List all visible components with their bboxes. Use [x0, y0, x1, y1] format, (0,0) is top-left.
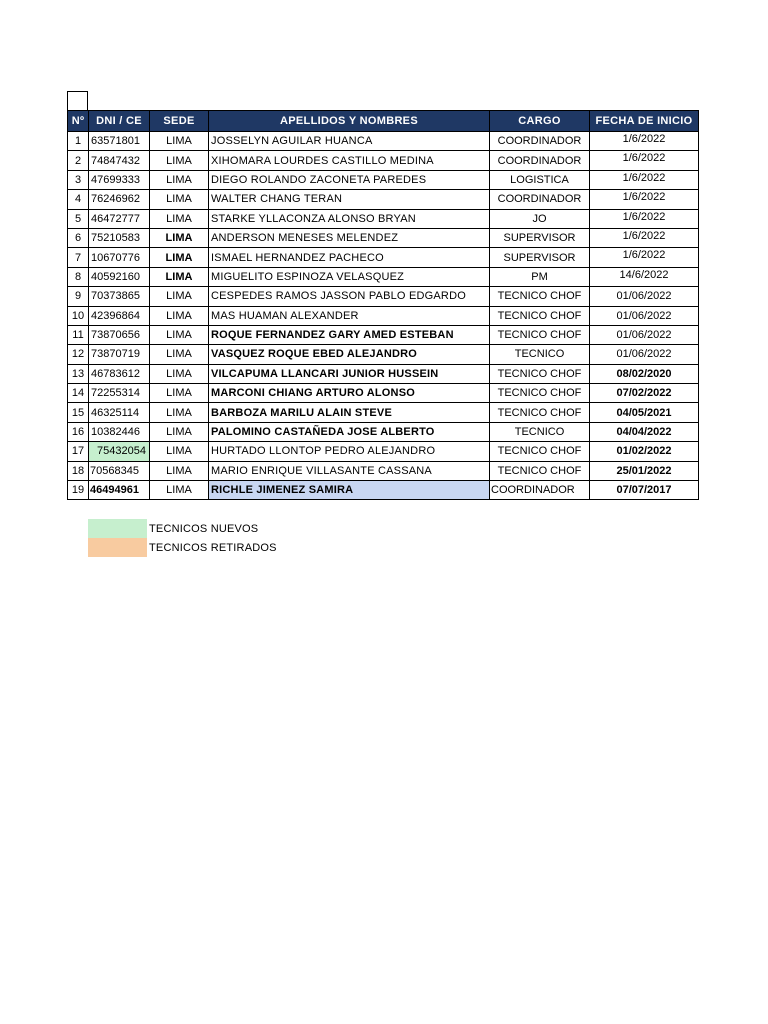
header-row: [68, 111, 699, 132]
cell-sede: LIMA: [150, 209, 209, 228]
table-row: [68, 248, 699, 267]
table-row: [68, 403, 699, 422]
cell-sede: LIMA: [150, 403, 209, 422]
cell-dni: 47699333: [89, 170, 150, 189]
cell-fecha: 01/06/2022: [590, 345, 699, 364]
table-row: [68, 132, 699, 151]
cell-dni: 75210583: [89, 228, 150, 247]
legend-item-retired: [88, 538, 277, 557]
cell-cargo: TECNICO CHOF: [490, 364, 590, 383]
cell-name: ISMAEL HERNANDEZ PACHECO: [209, 248, 490, 267]
cell-fecha: 14/6/2022: [590, 267, 699, 286]
table-row: [68, 364, 699, 383]
cell-number: 11: [68, 325, 89, 344]
cell-cargo: TECNICO: [490, 422, 590, 441]
cell-sede: LIMA: [150, 306, 209, 325]
cell-number: 13: [68, 364, 89, 383]
cell-cargo: COORDINADOR: [490, 481, 590, 500]
cell-cargo: TECNICO: [490, 345, 590, 364]
cell-name: DIEGO ROLANDO ZACONETA PAREDES: [209, 170, 490, 189]
cell-dni: 10382446: [89, 422, 150, 441]
cell-sede: LIMA: [150, 151, 209, 170]
staff-table: [67, 110, 699, 500]
header-name: APELLIDOS Y NOMBRES: [209, 111, 490, 132]
cell-cargo: COORDINADOR: [490, 151, 590, 170]
header-cargo: CARGO: [490, 111, 590, 132]
cell-cargo: TECNICO CHOF: [490, 442, 590, 461]
cell-cargo: JO: [490, 209, 590, 228]
cell-number: 17: [68, 442, 89, 461]
cell-dni: 46494961: [89, 481, 150, 500]
cell-number: 1: [68, 132, 89, 151]
cell-fecha: 1/6/2022: [590, 228, 699, 247]
cell-dni: 74847432: [89, 151, 150, 170]
cell-number: 4: [68, 190, 89, 209]
cell-number: 19: [68, 481, 89, 500]
cell-dni: 40592160: [89, 267, 150, 286]
cell-name: VILCAPUMA LLANCARI JUNIOR HUSSEIN: [209, 364, 490, 383]
cell-sede: LIMA: [150, 248, 209, 267]
cell-sede: LIMA: [150, 267, 209, 286]
cell-fecha: 08/02/2020: [590, 364, 699, 383]
cell-cargo: LOGISTICA: [490, 170, 590, 189]
table-row: [68, 267, 699, 286]
table-row: [68, 306, 699, 325]
cell-sede: LIMA: [150, 461, 209, 480]
cell-dni: 73870719: [89, 345, 150, 364]
cell-name: MAS HUAMAN ALEXANDER: [209, 306, 490, 325]
table-row: [68, 442, 699, 461]
cell-name: STARKE YLLACONZA ALONSO BRYAN: [209, 209, 490, 228]
cell-name: RICHLE JIMENEZ SAMIRA: [209, 481, 490, 500]
cell-dni: 46472777: [89, 209, 150, 228]
table-row: [68, 384, 699, 403]
cell-cargo: COORDINADOR: [490, 132, 590, 151]
cell-sede: LIMA: [150, 481, 209, 500]
cell-fecha: 07/07/2017: [590, 481, 699, 500]
cell-fecha: 1/6/2022: [590, 248, 699, 267]
cell-number: 3: [68, 170, 89, 189]
cell-dni: 42396864: [89, 306, 150, 325]
cell-name: MARIO ENRIQUE VILLASANTE CASSANA: [209, 461, 490, 480]
cell-name: BARBOZA MARILU ALAIN STEVE: [209, 403, 490, 422]
cell-dni: 76246962: [89, 190, 150, 209]
cell-cargo: PM: [490, 267, 590, 286]
legend-label-new: TECNICOS NUEVOS: [149, 522, 259, 535]
header-number: Nº: [68, 111, 89, 132]
cell-fecha: 1/6/2022: [590, 190, 699, 209]
cell-sede: LIMA: [150, 384, 209, 403]
table-row: [68, 287, 699, 306]
cell-name: ANDERSON MENESES MELENDEZ: [209, 228, 490, 247]
cell-number: 18: [68, 461, 89, 480]
cell-number: 6: [68, 228, 89, 247]
cell-name: ROQUE FERNANDEZ GARY AMED ESTEBAN: [209, 325, 490, 344]
cell-number: 8: [68, 267, 89, 286]
cell-name: XIHOMARA LOURDES CASTILLO MEDINA: [209, 151, 490, 170]
cell-sede: LIMA: [150, 287, 209, 306]
cell-fecha: 1/6/2022: [590, 151, 699, 170]
cell-sede: LIMA: [150, 170, 209, 189]
table-row: [68, 209, 699, 228]
corner-cell: [67, 91, 88, 110]
cell-sede: LIMA: [150, 345, 209, 364]
cell-number: 12: [68, 345, 89, 364]
cell-fecha: 25/01/2022: [590, 461, 699, 480]
cell-sede: LIMA: [150, 132, 209, 151]
header-dni: DNI / CE: [89, 111, 150, 132]
table-row: [68, 325, 699, 344]
cell-name: HURTADO LLONTOP PEDRO ALEJANDRO: [209, 442, 490, 461]
cell-sede: LIMA: [150, 190, 209, 209]
cell-cargo: SUPERVISOR: [490, 248, 590, 267]
table-row: [68, 481, 699, 500]
cell-cargo: TECNICO CHOF: [490, 384, 590, 403]
table-row: [68, 422, 699, 441]
legend-item-new: [88, 519, 277, 538]
cell-fecha: 01/02/2022: [590, 442, 699, 461]
cell-cargo: TECNICO CHOF: [490, 403, 590, 422]
cell-sede: LIMA: [150, 364, 209, 383]
cell-dni: 46325114: [89, 403, 150, 422]
cell-dni: 10670776: [89, 248, 150, 267]
cell-sede: LIMA: [150, 422, 209, 441]
cell-dni: 75432054: [89, 442, 150, 461]
legend: [88, 519, 277, 557]
legend-swatch-new: [88, 519, 147, 538]
table-row: [68, 461, 699, 480]
cell-dni: 72255314: [89, 384, 150, 403]
cell-number: 7: [68, 248, 89, 267]
cell-cargo: TECNICO CHOF: [490, 287, 590, 306]
cell-name: VASQUEZ ROQUE EBED ALEJANDRO: [209, 345, 490, 364]
cell-number: 14: [68, 384, 89, 403]
cell-cargo: SUPERVISOR: [490, 228, 590, 247]
cell-name: WALTER CHANG TERAN: [209, 190, 490, 209]
table-row: [68, 170, 699, 189]
cell-number: 2: [68, 151, 89, 170]
cell-number: 10: [68, 306, 89, 325]
cell-cargo: TECNICO CHOF: [490, 306, 590, 325]
cell-fecha: 01/06/2022: [590, 306, 699, 325]
cell-name: CESPEDES RAMOS JASSON PABLO EDGARDO: [209, 287, 490, 306]
cell-fecha: 04/05/2021: [590, 403, 699, 422]
cell-cargo: TECNICO CHOF: [490, 325, 590, 344]
cell-fecha: 01/06/2022: [590, 287, 699, 306]
cell-cargo: TECNICO CHOF: [490, 461, 590, 480]
table-row: [68, 228, 699, 247]
cell-sede: LIMA: [150, 325, 209, 344]
header-sede: SEDE: [150, 111, 209, 132]
cell-fecha: 07/02/2022: [590, 384, 699, 403]
cell-number: 15: [68, 403, 89, 422]
cell-name: PALOMINO CASTAÑEDA JOSE ALBERTO: [209, 422, 490, 441]
table-row: [68, 345, 699, 364]
legend-label-retired: TECNICOS RETIRADOS: [149, 541, 277, 554]
table-row: [68, 151, 699, 170]
cell-number: 16: [68, 422, 89, 441]
legend-swatch-retired: [88, 538, 147, 557]
cell-dni: 70373865: [89, 287, 150, 306]
cell-fecha: 1/6/2022: [590, 132, 699, 151]
cell-name: MIGUELITO ESPINOZA VELASQUEZ: [209, 267, 490, 286]
table-row: [68, 190, 699, 209]
cell-dni: 46783612: [89, 364, 150, 383]
cell-name: JOSSELYN AGUILAR HUANCA: [209, 132, 490, 151]
cell-number: 9: [68, 287, 89, 306]
cell-sede: LIMA: [150, 442, 209, 461]
cell-fecha: 01/06/2022: [590, 325, 699, 344]
cell-sede: LIMA: [150, 228, 209, 247]
cell-fecha: 1/6/2022: [590, 209, 699, 228]
cell-fecha: 1/6/2022: [590, 170, 699, 189]
header-fecha: FECHA DE INICIO: [590, 111, 699, 132]
cell-name: MARCONI CHIANG ARTURO ALONSO: [209, 384, 490, 403]
cell-dni: 70568345: [89, 461, 150, 480]
cell-dni: 63571801: [89, 132, 150, 151]
cell-cargo: COORDINADOR: [490, 190, 590, 209]
cell-fecha: 04/04/2022: [590, 422, 699, 441]
cell-number: 5: [68, 209, 89, 228]
cell-dni: 73870656: [89, 325, 150, 344]
